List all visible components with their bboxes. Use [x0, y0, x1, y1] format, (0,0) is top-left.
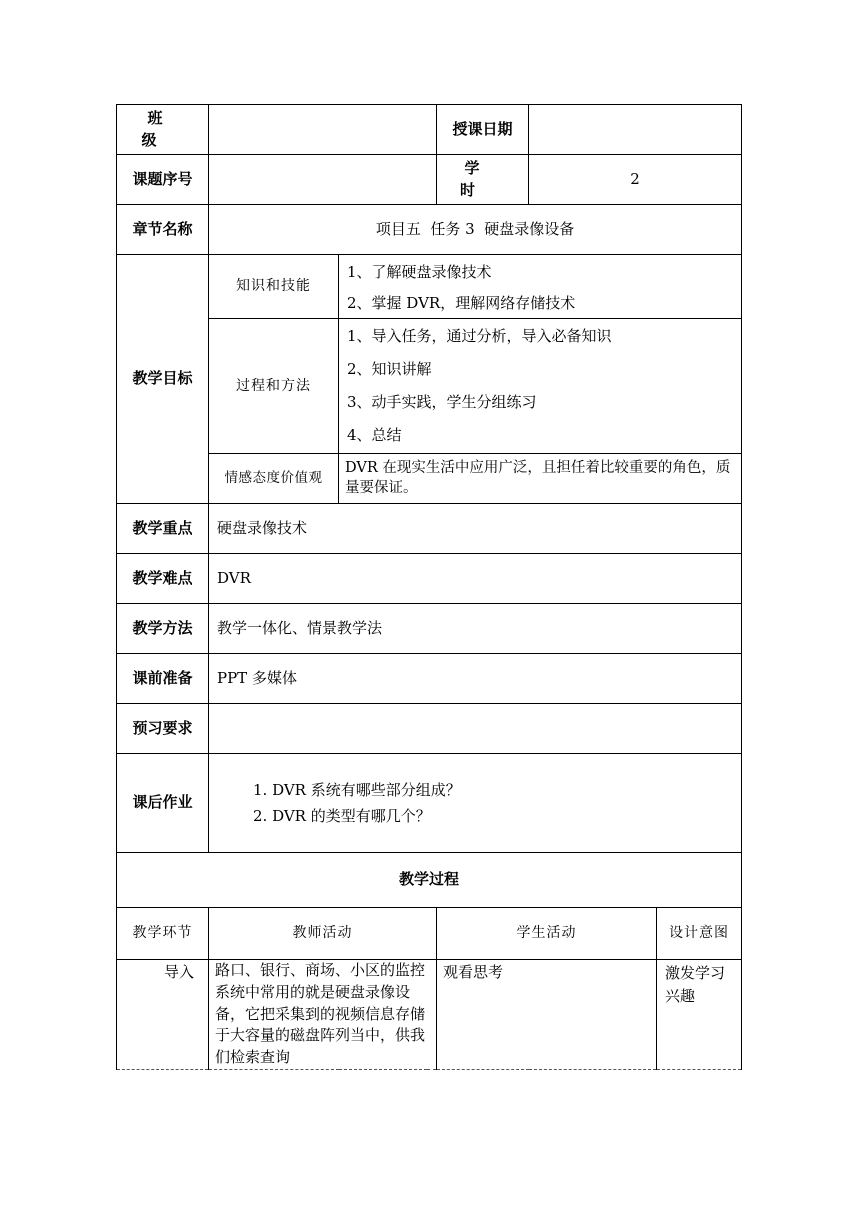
row-process-title	[117, 853, 742, 908]
goal-knowledge-item: 2、掌握 DVR，理解网络存储技术	[347, 293, 576, 312]
preview-label: 预习要求	[117, 704, 209, 754]
difficulties-value[interactable]: DVR	[209, 554, 742, 604]
date-label: 授课日期	[437, 105, 529, 155]
row-class	[117, 105, 742, 155]
goal-knowledge-item: 1、了解硬盘录像技术	[347, 262, 492, 281]
row-key-points	[117, 504, 742, 554]
homework-content	[209, 754, 742, 853]
col-header-intent: 设计意图	[657, 908, 742, 960]
row-homework	[117, 754, 742, 853]
lesson-plan-table	[116, 104, 742, 1070]
preparation-value[interactable]: PPT 多媒体	[209, 654, 742, 704]
goals-label: 教学目标	[117, 255, 209, 504]
process-teacher: 路口、银行、商场、小区的监控系统中常用的就是硬盘录像设备，它把采集到的视频信息存储于大容量的磁盘阵列当中，供我们检索查询	[209, 960, 437, 1070]
homework-label: 课后作业	[117, 754, 209, 853]
methods-value[interactable]: 教学一体化、情景教学法	[209, 604, 742, 654]
row-lesson-no	[117, 155, 742, 205]
goal-process-item: 4、总结	[347, 426, 402, 444]
methods-label: 教学方法	[117, 604, 209, 654]
goal-process-item: 1、导入任务，通过分析，导入必备知识	[347, 327, 612, 345]
row-methods	[117, 604, 742, 654]
goal-process-item: 2、知识讲解	[347, 360, 432, 378]
row-preparation	[117, 654, 742, 704]
process-intent: 激发学习兴趣	[657, 960, 742, 1070]
hours-label: 学时	[437, 155, 529, 205]
preview-value[interactable]	[209, 704, 742, 754]
goal-affect-content: DVR 在现实生活中应用广泛，且担任着比较重要的角色，质量要保证。	[339, 454, 742, 504]
chapter-label: 章节名称	[117, 205, 209, 255]
row-goals-process	[117, 319, 742, 454]
row-preview	[117, 704, 742, 754]
row-goals-knowledge	[117, 255, 742, 319]
table-row	[117, 960, 742, 1070]
key-points-value[interactable]: 硬盘录像技术	[209, 504, 742, 554]
col-header-student: 学生活动	[437, 908, 657, 960]
chapter-value[interactable]: 项目五 任务 3 硬盘录像设备	[209, 205, 742, 255]
homework-item: 1. DVR 系统有哪些部分组成？	[253, 780, 461, 799]
goal-process-item: 3、动手实践，学生分组练习	[347, 393, 537, 411]
row-difficulties	[117, 554, 742, 604]
col-header-teacher: 教师活动	[209, 908, 437, 960]
preparation-label: 课前准备	[117, 654, 209, 704]
process-student: 观看思考	[437, 960, 657, 1070]
lesson-no-value[interactable]	[209, 155, 437, 205]
row-goals-affect	[117, 454, 742, 504]
process-stage: 导入	[117, 960, 209, 1070]
goal-knowledge-label: 知识和技能	[209, 255, 339, 319]
goal-process-label: 过程和方法	[209, 319, 339, 454]
date-value[interactable]	[529, 105, 742, 155]
goal-affect-label: 情感态度价值观	[209, 454, 339, 504]
process-title: 教学过程	[117, 853, 742, 908]
class-label: 班级	[117, 105, 209, 155]
col-header-stage: 教学环节	[117, 908, 209, 960]
hours-value[interactable]: 2	[529, 155, 742, 205]
lesson-no-label: 课题序号	[117, 155, 209, 205]
homework-item: 2. DVR 的类型有哪几个？	[253, 807, 431, 825]
row-chapter	[117, 205, 742, 255]
goal-process-content	[339, 319, 742, 454]
row-process-headers	[117, 908, 742, 960]
class-value[interactable]	[209, 105, 437, 155]
key-points-label: 教学重点	[117, 504, 209, 554]
goal-knowledge-content	[339, 255, 742, 319]
difficulties-label: 教学难点	[117, 554, 209, 604]
